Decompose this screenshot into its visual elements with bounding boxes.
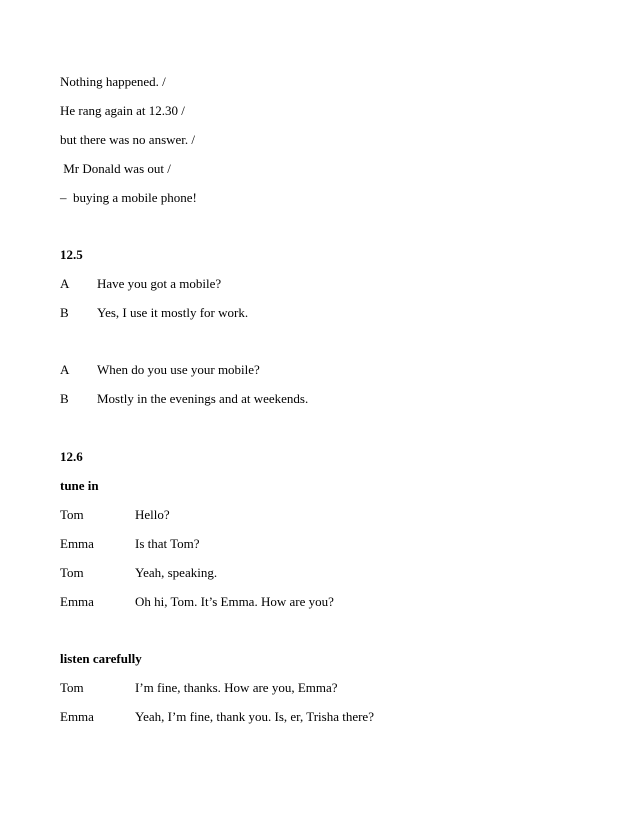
speaker-label: Tom [60, 565, 84, 580]
dialogue-text: Yeah, I’m fine, thank you. Is, er, Trisha there? [135, 709, 374, 724]
exchange-line [0, 305, 638, 321]
section-heading-12-6: 12.6 [60, 449, 83, 464]
dialogue-line [0, 680, 638, 696]
section-heading-12-5: 12.5 [60, 247, 83, 262]
dialogue-line [0, 594, 638, 610]
speaker-label: Emma [60, 709, 94, 724]
dialogue-line [0, 507, 638, 523]
speaker-label: Tom [60, 507, 84, 522]
speaker-label: B [60, 305, 69, 320]
intro-line: Nothing happened. / [60, 74, 166, 89]
dialogue-line [0, 565, 638, 581]
dialogue-text: I’m fine, thanks. How are you, Emma? [135, 680, 338, 695]
intro-line: – buying a mobile phone! [60, 190, 197, 205]
exchange-line [0, 391, 638, 407]
speaker-label: Emma [60, 536, 94, 551]
dialogue-line [0, 709, 638, 725]
intro-line: He rang again at 12.30 / [60, 103, 185, 118]
exchange-line [0, 362, 638, 378]
part-title-tune-in: tune in [60, 478, 99, 493]
speaker-label: Emma [60, 594, 94, 609]
dialogue-text: Mostly in the evenings and at weekends. [97, 391, 309, 406]
speaker-label: Tom [60, 680, 84, 695]
intro-line: Mr Donald was out / [60, 161, 171, 176]
dialogue-text: Is that Tom? [135, 536, 200, 551]
dialogue-text: Have you got a mobile? [97, 276, 222, 291]
intro-line: but there was no answer. / [60, 132, 196, 147]
dialogue-text: When do you use your mobile? [97, 362, 260, 377]
dialogue-text: Oh hi, Tom. It’s Emma. How are you? [135, 594, 334, 609]
dialogue-line [0, 536, 638, 552]
exchange-line [0, 276, 638, 292]
speaker-label: A [60, 276, 70, 291]
dialogue-text: Yes, I use it mostly for work. [97, 305, 249, 320]
speaker-label: A [60, 362, 70, 377]
dialogue-text: Yeah, speaking. [135, 565, 218, 580]
dialogue-text: Hello? [135, 507, 170, 522]
part-title-listen-carefully: listen carefully [60, 651, 142, 666]
speaker-label: B [60, 391, 69, 406]
